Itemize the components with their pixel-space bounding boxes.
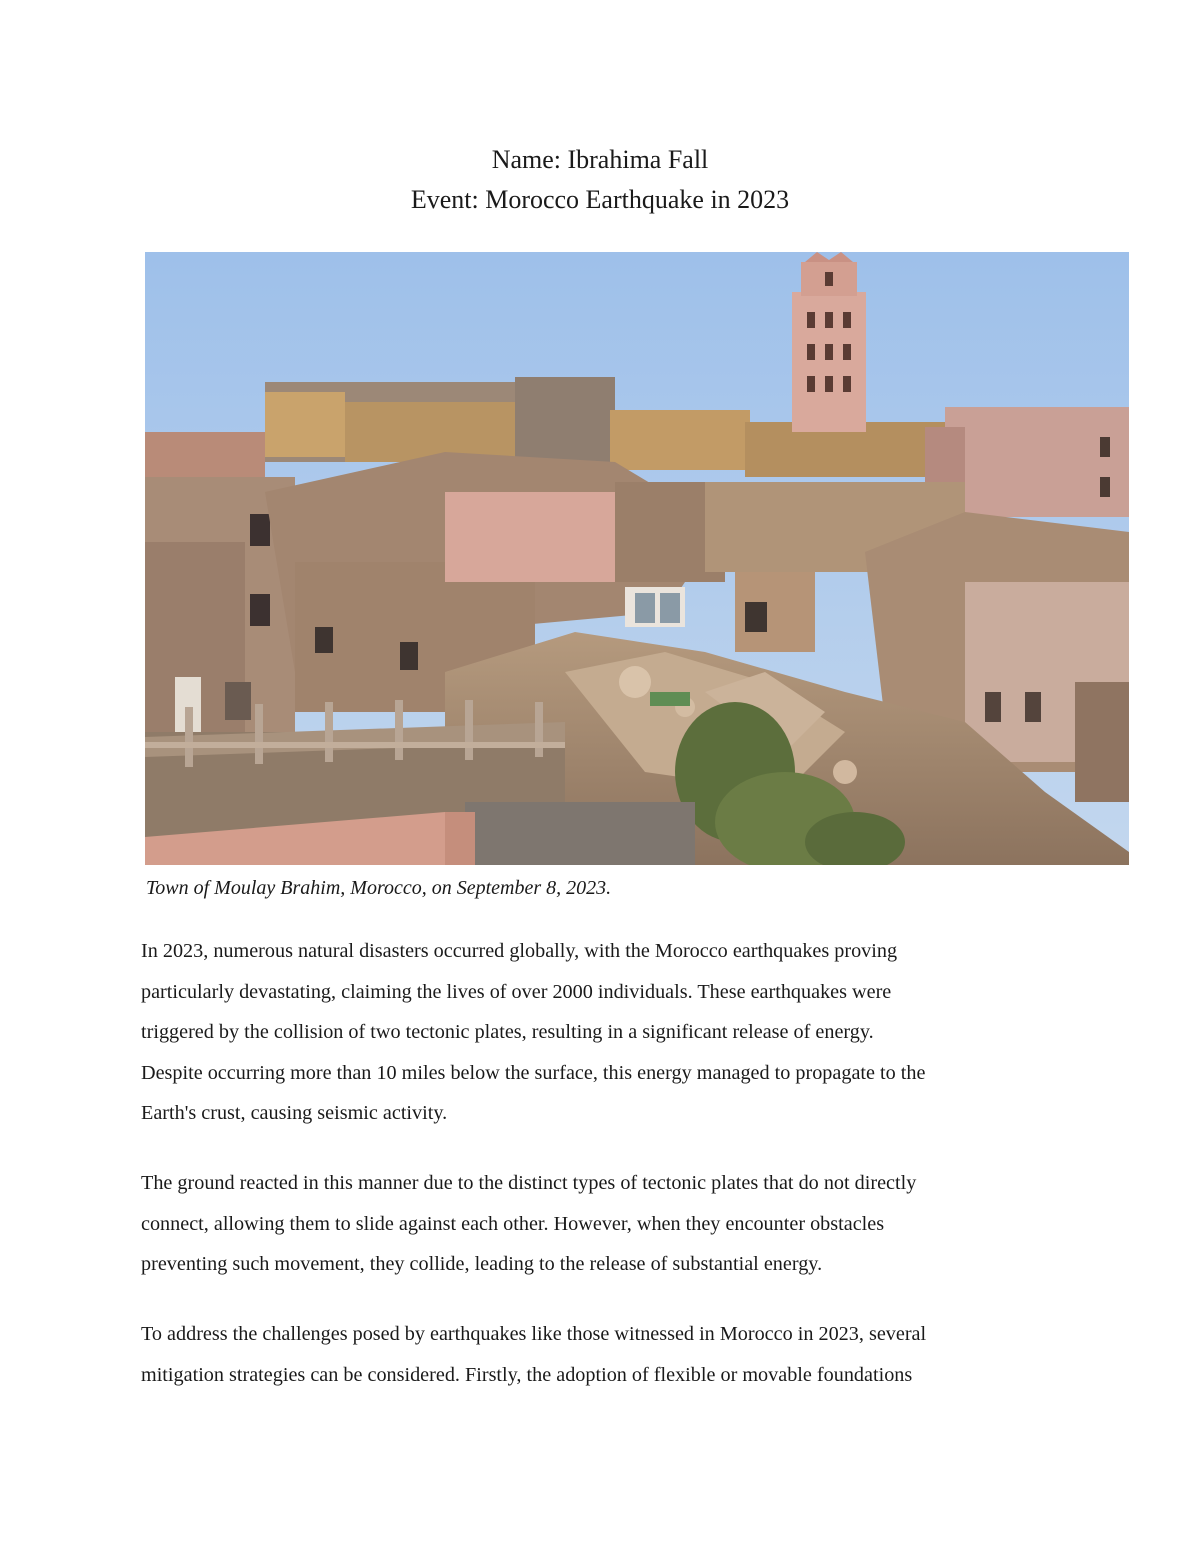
photo-caption: Town of Moulay Brahim, Morocco, on September 8, 2023. <box>146 877 612 899</box>
event-title: Event: Morocco Earthquake in 2023 <box>410 185 790 214</box>
document-header <box>0 140 1200 220</box>
paragraph-2 <box>141 1163 1081 1285</box>
paragraph-line: preventing such movement, they collide, leading to the release of substantial energy. <box>141 1253 823 1275</box>
author-name: Name: Ibrahima Fall <box>491 145 709 174</box>
earthquake-damage-photo <box>145 252 1129 865</box>
paragraph-line: To address the challenges posed by earthquakes like those witnessed in Morocco in 2023, several <box>141 1323 927 1345</box>
paragraph-line: Despite occurring more than 10 miles below the surface, this energy managed to propagate to the <box>141 1061 926 1084</box>
paragraph-line: triggered by the collision of two tectonic plates, resulting in a significant release of energy. <box>141 1021 874 1043</box>
paragraph-line: mitigation strategies can be considered. Firstly, the adoption of flexible or movable foundations <box>141 1363 913 1386</box>
paragraph-line: In 2023, numerous natural disasters occurred globally, with the Morocco earthquakes proving <box>141 940 898 962</box>
paragraph-line: connect, allowing them to slide against each other. However, when they encounter obstacles <box>141 1212 885 1235</box>
paragraph-line: The ground reacted in this manner due to the distinct types of tectonic plates that do not directly <box>141 1172 917 1194</box>
paragraph-3 <box>141 1314 1081 1395</box>
paragraph-1 <box>141 931 1081 1134</box>
paragraph-line: Earth's crust, causing seismic activity. <box>141 1102 448 1124</box>
paragraph-line: particularly devastating, claiming the lives of over 2000 individuals. These earthquakes were <box>141 980 892 1003</box>
